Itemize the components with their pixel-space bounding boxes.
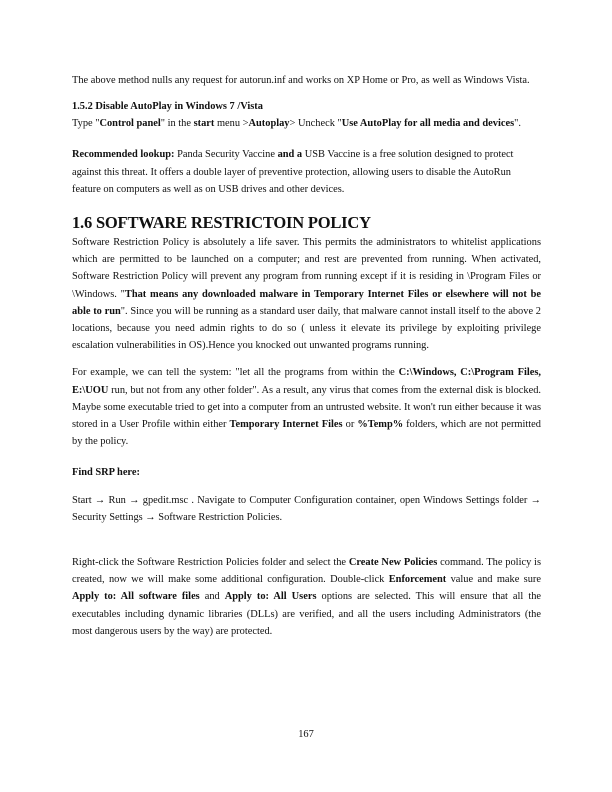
bold-run: That means any downloaded malware in Temporary Internet Files or elsewhere will not be able to run — [72, 288, 541, 317]
bold-run: Temporary Internet Files — [229, 419, 343, 431]
srp-navigation-paragraph: Start → Run → gpedit.msc . Navigate to Computer Configuration container, open Windows Settings folder → Security Settings → Software Restriction Policies. — [72, 494, 541, 523]
recommended-label: Recommended lookup: — [72, 149, 175, 161]
text-run: options are selected. This will ensure that all the executables including dynamic libraries (DLLs) are verified, and all the users including Administrators (the most dangerous users by the way) are protected. — [72, 591, 542, 637]
text-run: > Uncheck " — [289, 118, 342, 130]
text-run: or — [342, 419, 358, 431]
bold-run: Enforcement — [388, 574, 447, 586]
intro-paragraph: The above method nulls any request for autorun.inf and works on XP Home or Pro, as well as Windows Vista. — [72, 75, 530, 86]
text-run: value and make sure — [446, 574, 541, 586]
text-run: ". — [514, 118, 521, 130]
srp-paragraph-1 — [72, 234, 541, 354]
text-run: command. The policy is created, now we will make some additional configuration. Double-click — [72, 557, 541, 586]
text-run: For example, we can tell the system: "let all the programs from within the — [72, 367, 399, 379]
text-run: Type " — [72, 118, 100, 130]
text-run: folders, which are not permitted by the policy. — [72, 419, 541, 448]
bold-run: Create New Policies — [348, 557, 438, 569]
text-run: Software Restriction Policy is absolutely a life saver. This permits the administrators to whitelist applications which are permitted to be launched on a computer; and rest are prevented from running. When activated, Software Restriction Policy will prevent any program from running except if it is residing in \Program Files or \Windows. " — [72, 237, 541, 300]
page-body — [72, 72, 541, 640]
section-1-6-heading: 1.6 SOFTWARE RESTRICTOIN POLICY — [72, 213, 371, 233]
srp-paragraph-2 — [72, 364, 541, 450]
text-run: menu > — [214, 118, 249, 130]
text-run: ". Since you will be running as a standard user daily, that malware cannot install itself to the above 2 locations, because you need admin rights to do so ( unless it elevate its privilege by exploiting privilege escalation vulnerabilities in OS).Hence you knocked out unwanted programs running. — [72, 305, 541, 352]
bold-run: Find SRP here: — [72, 467, 140, 479]
bold-run: C:\Windows, C:\Program Files, E:\UOU — [72, 367, 541, 396]
autoplay-instructions — [72, 115, 541, 132]
text-run: Panda Security Vaccine — [174, 149, 278, 161]
text-run: run, but not from any other folder". As a result, any virus that comes from the external disk is blocked. Maybe some executable tried to get into a computer from an untrusted website. It won't run either because it was stored in a User Profile within either — [72, 384, 541, 431]
section-1-5-2-heading: 1.5.2 Disable AutoPlay in Windows 7 /Vista — [72, 101, 263, 113]
page-number: 167 — [298, 729, 314, 740]
text-run: and — [199, 591, 225, 603]
recommended-lookup-paragraph — [72, 146, 541, 198]
bold-run: Control panel — [99, 118, 161, 130]
find-srp-label — [72, 464, 541, 481]
bold-run: Use AutoPlay for all media and devices — [341, 118, 515, 130]
bold-run: Autoplay — [248, 118, 290, 130]
srp-paragraph-4 — [72, 554, 541, 640]
bold-run: Apply to: All software files — [72, 591, 200, 603]
bold-run: Apply to: All Users — [224, 591, 317, 603]
text-run: Right-click the Software Restriction Policies folder and select the — [72, 557, 349, 569]
bold-run: and a — [277, 149, 303, 161]
bold-run: %Temp% — [357, 419, 404, 431]
text-run: " in the — [160, 118, 194, 130]
bold-run: start — [193, 118, 215, 130]
text-run: USB Vaccine is a free solution designed to protect against this threat. It offers a double layer of preventive protection, allowing users to disable the AutoRun feature on computers as well as on USB drives and other devices. — [72, 149, 514, 195]
